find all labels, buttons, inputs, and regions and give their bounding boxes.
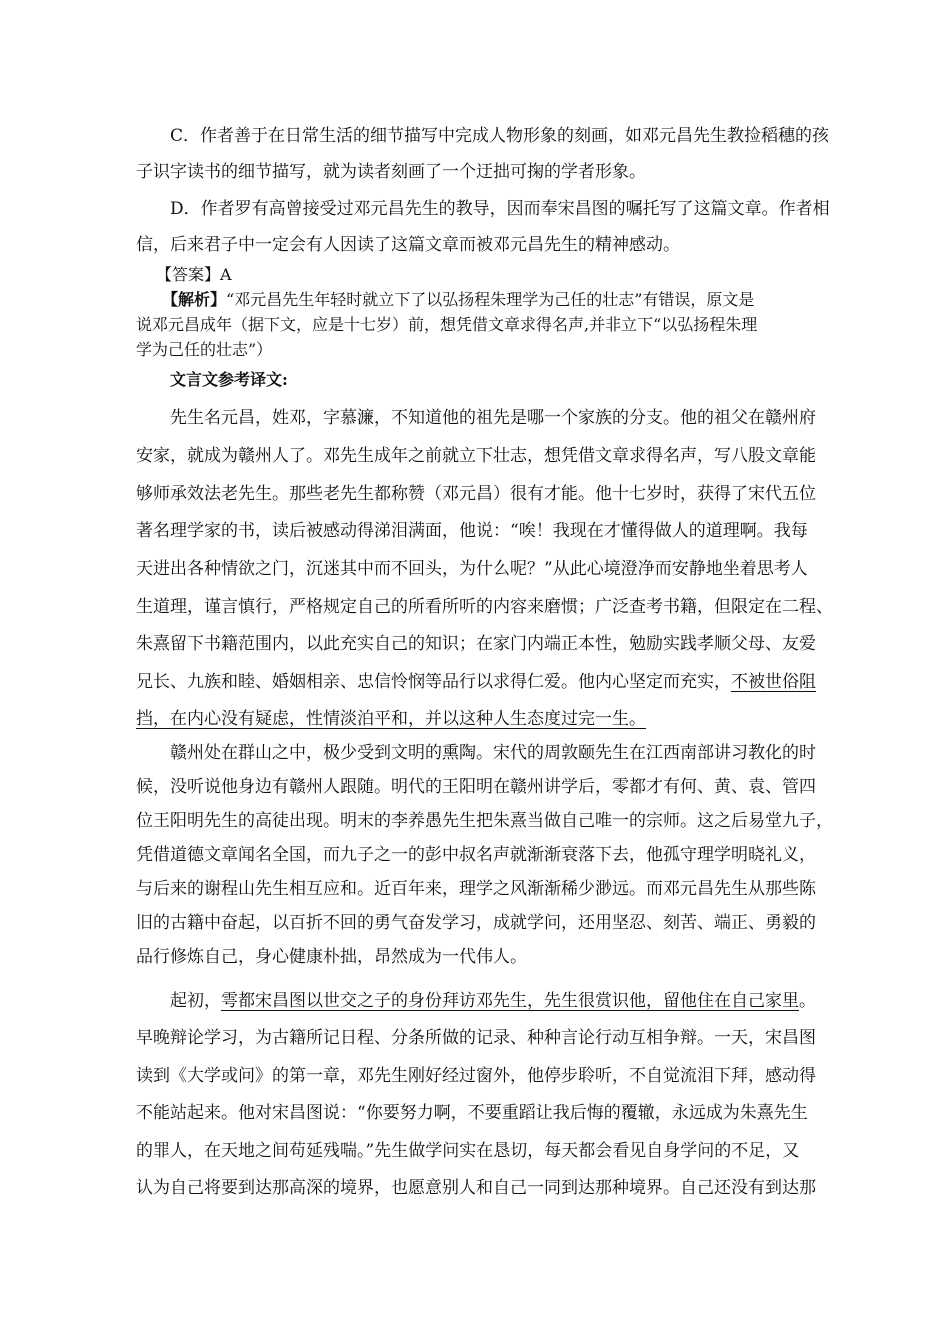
analysis-line-1: 【解析】“邓元昌先生年轻时就立下了以弘扬程朱理学为己任的壮志”有错误，原文是 xyxy=(162,290,755,309)
p2-line-7: 品行修炼自己，身心健康朴拙，昂然成为一代伟人。 xyxy=(136,947,527,967)
answer-line xyxy=(156,267,232,283)
p1-line-9-underlined: 挡，在内心没有疑虑，性情淡泊平和，并以这种人生态度过完一生。 xyxy=(136,709,646,729)
p2-line-2: 候，没听说他身边有赣州人跟随。明代的王阳明在赣州讲学后，零都才有何、黄、袁、管四 xyxy=(136,777,816,797)
p3-line-1: 起初，雩都宋昌图以世交之子的身份拜访邓先生，先生很赏识他，留他住在自己家里。 xyxy=(170,991,816,1011)
p1-line-4: 著名理学家的书，读后被感动得涕泪满面，他说：“唉！我现在才懂得做人的道理啊。我每 xyxy=(136,521,808,541)
p1-line-2: 安家，就成为赣州人了。邓先生成年之前就立下壮志，想凭借文章求得名声，写八股文章能 xyxy=(136,446,816,466)
option-c-line-2: 子识字读书的细节描写，就为读者刻画了一个迂拙可掬的学者形象。 xyxy=(136,162,646,182)
answer-value: A xyxy=(220,265,232,284)
analysis-label: 【解析】 xyxy=(162,290,227,309)
p1-line-6: 生道理，谨言慎行，严格规定自己的所看所听的内容来磨惯；广泛查考书籍，但限定在二程、 xyxy=(136,597,833,617)
p1-line-5: 天进出各种情欲之门，沉迷其中而不回头，为什么呢？”从此心境澄净而安静地坐着思考人 xyxy=(136,559,808,579)
underlined-text: 雩都宋昌图以世交之子的身份拜访邓先生，先生很赏识他，留他住在自己家里 xyxy=(221,991,799,1011)
analysis-line-3: 学为己任的壮志”） xyxy=(136,340,273,359)
p3-line-3: 读到《大学或问》的第一章，邓先生刚好经过窗外，他停步聆听，不自觉流泪下拜，感动得 xyxy=(136,1066,816,1086)
p3-line-2: 早晚辩论学习，为古籍所记日程、分条所做的记录、种种言论行动互相争辩。一天，宋昌图 xyxy=(136,1028,816,1048)
p3-line-6: 认为自己将要到达那高深的境界，也愿意别人和自己一同到达那种境界。自己还没有到达那 xyxy=(136,1178,816,1198)
p1-line-8: 兄长、九族和睦、婚姻相亲、忠信怜悯等品行以求得仁爱。他内心坚定而充实，不被世俗阻 xyxy=(136,672,816,692)
option-c-line-1: C．作者善于在日常生活的细节描写中完成人物形象的刻画，如邓元昌先生教捡稻穗的孩 xyxy=(170,126,830,146)
analysis-line-2: 说邓元昌成年（据下文，应是十七岁）前，想凭借文章求得名声,并非立下“以弘扬程朱理 xyxy=(136,315,758,334)
p1-line-7: 朱熹留下书籍范围内，以此充实自己的知识；在家门内端正本性，勉励实践孝顺父母、友爱 xyxy=(136,634,816,654)
translation-heading: 文言文参考译文: xyxy=(170,370,288,389)
option-d-line-2: 信，后来君子中一定会有人因读了这篇文章而被邓元昌先生的精神感动。 xyxy=(136,235,680,255)
option-d-line-1: D．作者罗有高曾接受过邓元昌先生的教导，因而奉宋昌图的嘱托写了这篇文章。作者相 xyxy=(170,199,830,219)
p2-line-1: 赣州处在群山之中，极少受到文明的熏陶。宋代的周敦颐先生在江西南部讲习教化的时 xyxy=(170,743,816,763)
p2-line-4: 凭借道德文章闻名全国，而九子之一的彭中叔名声就渐渐衰落下去，他孤守理学明晓礼义， xyxy=(136,845,816,865)
p3-line-4: 不能站起来。他对宋昌图说：“你要努力啊，不要重蹈让我后悔的覆辙，永远成为朱熹先生 xyxy=(136,1103,808,1123)
p2-line-6: 旧的古籍中奋起，以百折不回的勇气奋发学习，成就学问，还用坚忍、刻苦、端正、勇毅的 xyxy=(136,913,816,933)
p1-line-3: 够师承效法老先生。那些老先生都称赞（邓元昌）很有才能。他十七岁时，获得了宋代五位 xyxy=(136,484,816,504)
underlined-text: 不被世俗阻 xyxy=(731,672,816,692)
p3-line-5: 的罪人，在天地之间苟延残喘。”先生做学问实在恳切，每天都会看见自身学问的不足，又 xyxy=(136,1141,800,1161)
p2-line-3: 位王阳明先生的高徒出现。明末的李养愚先生把朱熹当做自己唯一的宗师。这之后易堂九子， xyxy=(136,811,833,831)
p1-line-1: 先生名元昌，姓邓，字慕濂，不知道他的祖先是哪一个家族的分支。他的祖父在赣州府 xyxy=(170,408,816,428)
p2-line-5: 与后来的谢程山先生相互应和。近百年来，理学之风渐渐稀少渺远。而邓元昌先生从那些陈 xyxy=(136,879,816,899)
answer-label: 【答案】 xyxy=(156,265,221,284)
